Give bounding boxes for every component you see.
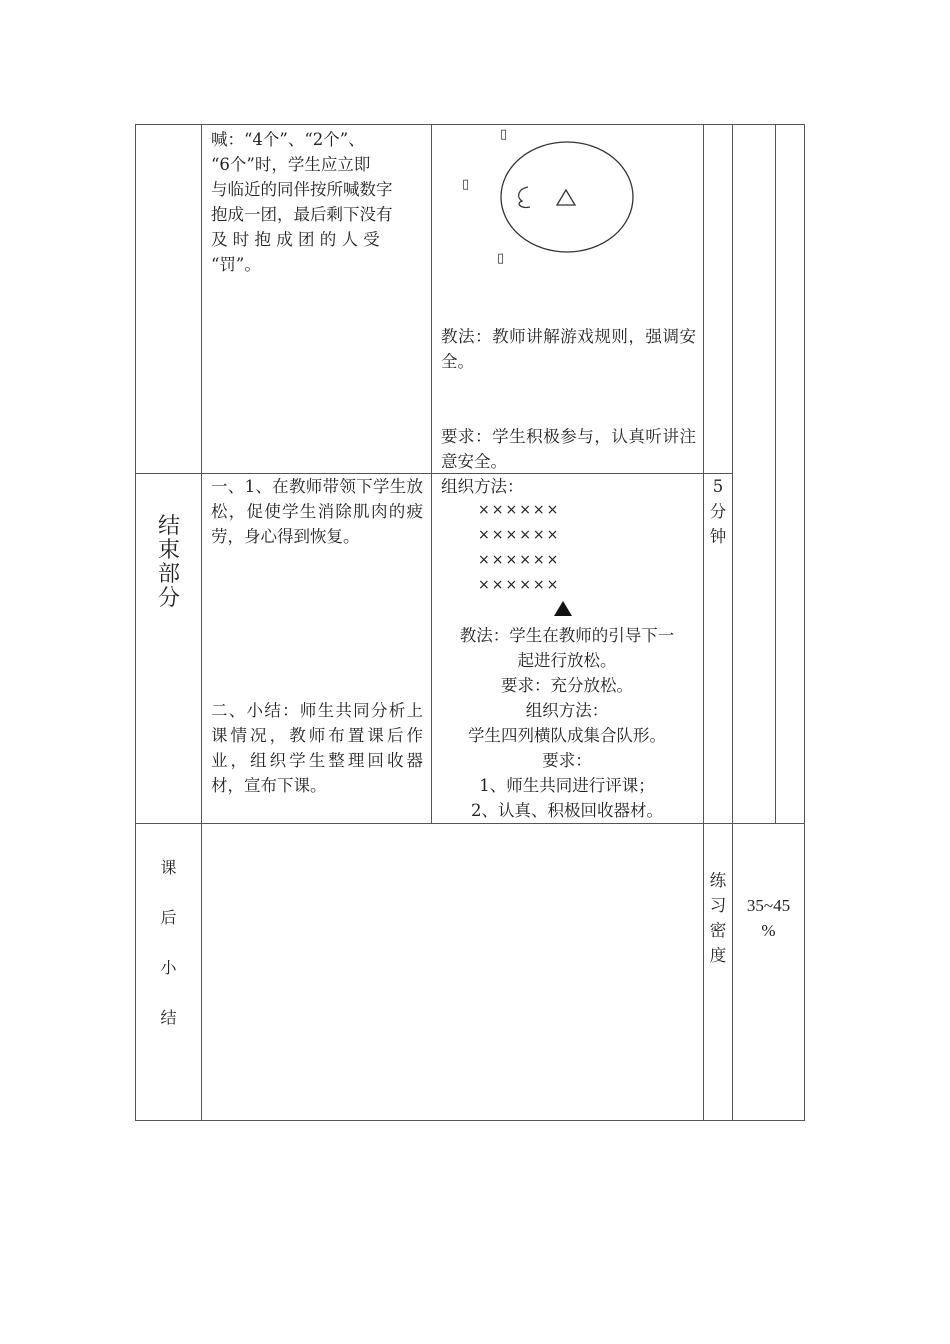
col-divider-5 <box>775 124 776 824</box>
student-marker-icon: ▯ <box>462 177 470 192</box>
summary-label-char: 后 <box>160 908 177 927</box>
section-label-ending <box>140 515 198 611</box>
teaching-method: 教法：教师讲解游戏规则，强调安全。 <box>441 327 696 371</box>
density-value-line: 35~45 <box>746 896 791 915</box>
requirement-item: 2、认真、积极回收器材。 <box>471 801 663 820</box>
col-divider-3 <box>703 124 704 1121</box>
after-class-summary-label <box>136 843 201 1043</box>
formation-row: ×××××× <box>478 527 561 543</box>
organization-title-2: 组织方法： <box>525 701 609 720</box>
time-allocation <box>704 474 732 549</box>
requirement-text: 要求：学生积极参与，认真听讲注意安全。 <box>441 427 696 471</box>
game-rule-line: 及 时 抱 成 团 的 人 受 <box>211 230 380 249</box>
circle-formation <box>501 142 633 252</box>
student-formation <box>478 498 560 598</box>
summary-label-char: 小 <box>160 958 177 977</box>
table-border-right <box>804 124 805 1121</box>
relax-requirement: 要求：充分放松。 <box>501 676 633 695</box>
teacher-triangle-icon <box>557 190 575 205</box>
organization-text-2: 学生四列横队成集合队形。 <box>468 726 666 745</box>
runner-arrow-icon <box>519 187 530 207</box>
section-label-char: 部 <box>157 562 180 587</box>
game-rule-line: “6个”时，学生应立即 <box>211 155 371 174</box>
game-rule-line: “罚”。 <box>211 255 261 274</box>
game-circle-diagram <box>460 125 660 275</box>
formation-row: ×××××× <box>478 502 561 518</box>
relax-method-line: 教法：学生在教师的引导下一 <box>459 626 675 645</box>
formation-row: ×××××× <box>478 552 561 568</box>
organization-title: 组织方法： <box>441 477 524 496</box>
time-char: 5 <box>712 477 724 496</box>
col-divider-1 <box>201 124 202 1121</box>
summary-label-char: 课 <box>160 858 177 877</box>
game-diagram <box>460 125 660 275</box>
game-rule-line: 抱成一团，最后剩下没有 <box>211 205 393 224</box>
requirement-title: 要求： <box>542 751 592 770</box>
section-label-char: 束 <box>157 538 180 563</box>
game-rule-text <box>211 127 423 277</box>
formation-row: ×××××× <box>478 577 561 593</box>
practice-density-value <box>733 893 804 943</box>
section-label-char: 分 <box>157 586 180 611</box>
col-divider-4 <box>732 124 733 1121</box>
density-label-char: 练 <box>709 871 727 890</box>
student-marker-icon: ▯ <box>500 127 508 142</box>
relax-method-block <box>436 623 698 823</box>
time-char: 钟 <box>709 527 727 546</box>
summary-content: 二、小结：师生共同分析上课情况，教师布置课后作业，组织学生整理回收器材，宣布下课。 <box>211 701 423 795</box>
relax-method-line: 起进行放松。 <box>517 651 617 670</box>
density-label-char: 密 <box>709 921 727 940</box>
density-label-char: 度 <box>709 946 727 965</box>
teacher-position-icon <box>552 599 574 619</box>
row-divider-2 <box>135 823 805 824</box>
relax-content: 一、1、在教师带领下学生放松，促使学生消除肌肉的疲劳，身心得到恢复。 <box>211 477 423 546</box>
time-char: 分 <box>709 502 727 521</box>
game-rule-line: 喊：“4个”、“2个”、 <box>211 130 365 149</box>
student-marker-icon: ▯ <box>497 251 505 266</box>
col-divider-2 <box>431 124 432 824</box>
density-label-char: 习 <box>709 896 727 915</box>
density-value-line: % <box>761 921 776 940</box>
game-rule-line: 与临近的同伴按所喊数字 <box>211 180 393 199</box>
requirement-item: 1、师生共同进行评课； <box>479 776 655 795</box>
table-border-bottom <box>135 1120 805 1121</box>
summary-label-char: 结 <box>160 1008 177 1027</box>
section-label-char: 结 <box>157 514 180 539</box>
practice-density-label <box>704 868 732 968</box>
